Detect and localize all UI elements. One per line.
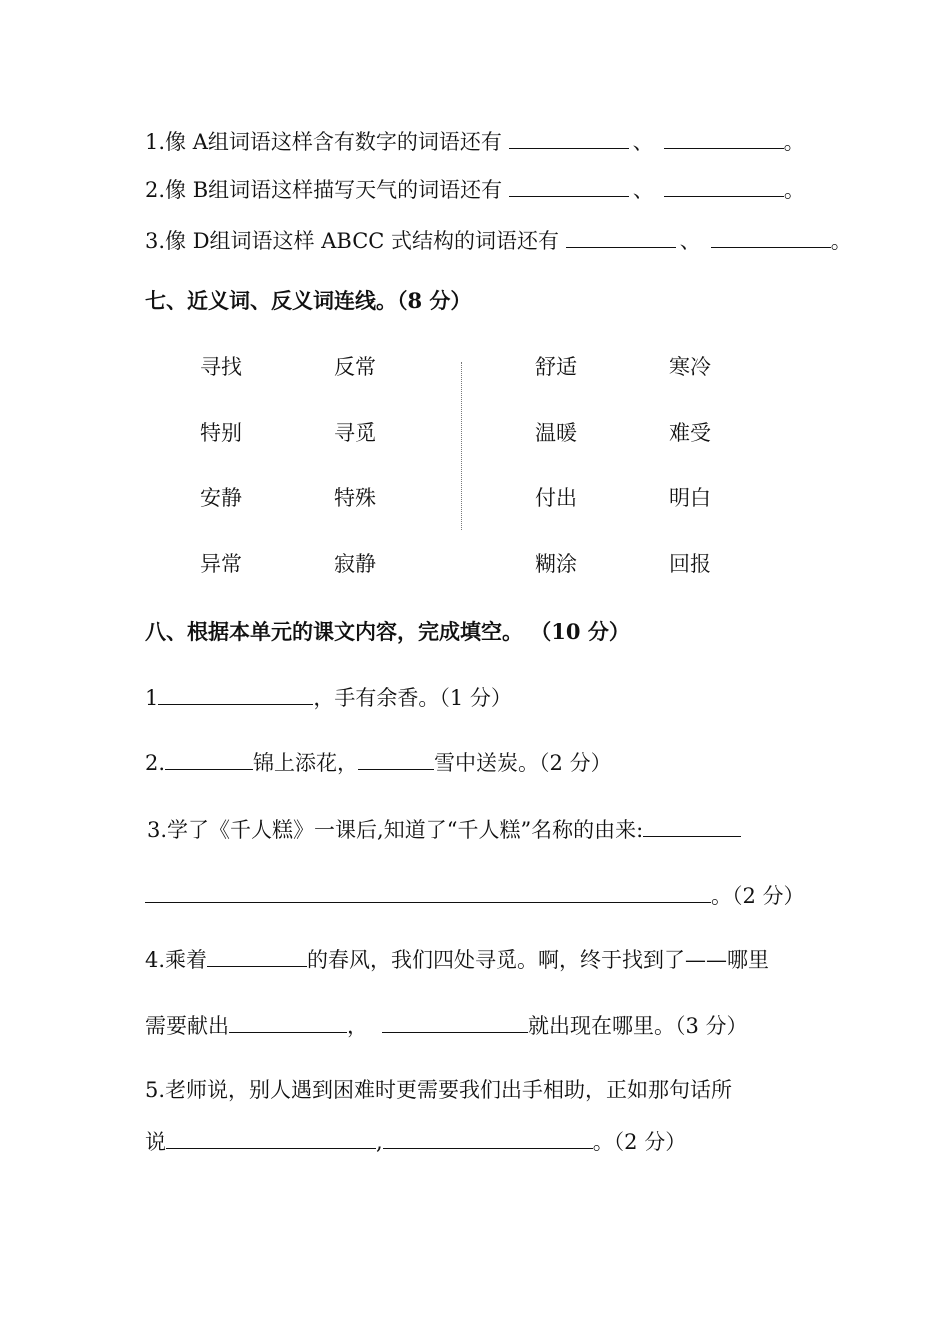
part8-question-1: 1 ，手有余香。（1 分） (145, 682, 512, 713)
word-right-col2-2[interactable]: 难受 (669, 421, 711, 445)
answer-blank[interactable] (165, 747, 253, 770)
answer-blank[interactable] (664, 174, 784, 197)
part6-question-3: 3.像 D组词语这样 ABCC 式结构的词语还有 、 。 (145, 225, 852, 256)
answer-blank[interactable] (509, 174, 629, 197)
word-left-col1-1[interactable]: 寻找 (200, 355, 242, 379)
part8-question-5-line2: 说 , 。（2 分） (145, 1126, 686, 1157)
word-right-col2-3[interactable]: 明白 (669, 486, 711, 510)
answer-blank[interactable] (382, 1010, 528, 1033)
answer-blank[interactable] (383, 1126, 593, 1149)
answer-blank[interactable] (711, 225, 831, 248)
part8-question-4-line2: 需要献出 ， 就出现在哪里。（3 分） (145, 1010, 748, 1041)
word-right-col1-1[interactable]: 舒适 (535, 355, 577, 379)
word-left-col1-4[interactable]: 异常 (200, 552, 242, 576)
answer-blank[interactable] (229, 1010, 347, 1033)
part8-question-2: 2. 锦上添花， 雪中送炭。（2 分） (145, 747, 612, 778)
answer-blank[interactable] (664, 126, 784, 149)
word-right-col1-3[interactable]: 付出 (535, 486, 577, 510)
part8-question-4: 4.乘着 的春风，我们四处寻觅。啊，终于找到了——哪里 (145, 944, 769, 975)
word-left-col2-3[interactable]: 特殊 (334, 486, 376, 510)
answer-blank[interactable] (643, 814, 741, 837)
answer-blank[interactable] (509, 126, 629, 149)
section-title-8: 八、根据本单元的课文内容，完成填空。 （10 分） (145, 619, 630, 644)
word-left-col2-1[interactable]: 反常 (334, 355, 376, 379)
answer-blank[interactable] (207, 944, 307, 967)
part8-question-5: 5.老师说，别人遇到困难时更需要我们出手相助，正如那句话所 (145, 1078, 733, 1102)
word-left-col2-4[interactable]: 寂静 (334, 552, 376, 576)
part8-question-3: 3.学了《千人糕》一课后,知道了“千人糕”名称的由来: (147, 814, 741, 845)
answer-blank[interactable] (566, 225, 676, 248)
word-right-col2-1[interactable]: 寒冷 (669, 355, 711, 379)
word-right-col1-2[interactable]: 温暖 (535, 421, 577, 445)
answer-blank[interactable] (166, 1126, 376, 1149)
column-divider (461, 362, 462, 530)
word-right-col2-4[interactable]: 回报 (669, 552, 711, 576)
part8-question-3-line2: 。（2 分） (145, 880, 805, 911)
answer-blank[interactable] (145, 880, 711, 903)
part6-question-1: 1.像 A组词语这样含有数字的词语还有 、 。 (145, 126, 805, 157)
answer-blank[interactable] (158, 682, 313, 705)
word-left-col1-2[interactable]: 特别 (200, 421, 242, 445)
word-left-col1-3[interactable]: 安静 (200, 486, 242, 510)
answer-blank[interactable] (358, 747, 434, 770)
word-right-col1-4[interactable]: 糊涂 (535, 552, 577, 576)
section-title-7: 七、近义词、反义词连线。（8 分） (145, 288, 472, 313)
part6-question-2: 2.像 B组词语这样描写天气的词语还有 、 。 (145, 174, 805, 205)
word-left-col2-2[interactable]: 寻觅 (334, 421, 376, 445)
